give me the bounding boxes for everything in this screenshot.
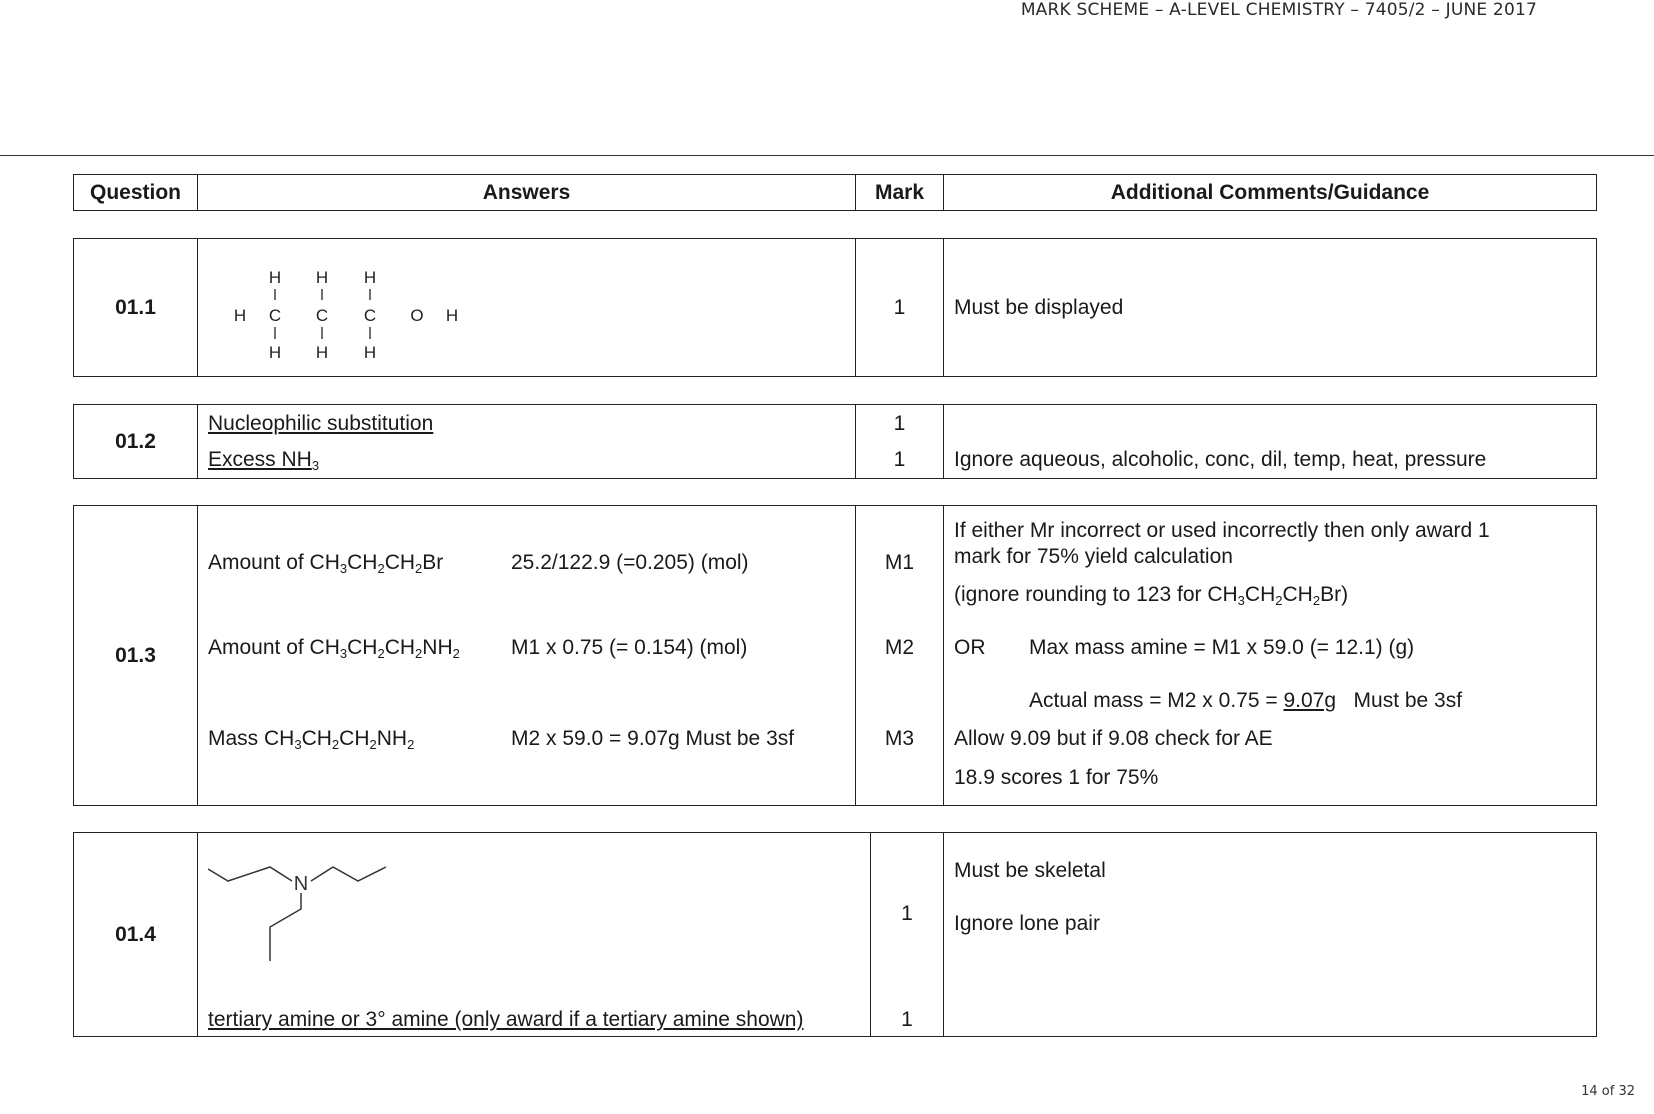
guidance-line-2: (ignore rounding to 123 for $CH_3CH_2CH_2Br$) [954, 583, 1349, 608]
question-number: 01.1 [74, 239, 198, 377]
question-number: 01.3 [74, 506, 198, 806]
guidance-cell [944, 405, 1597, 479]
atom-h: H [268, 267, 282, 287]
guidance-line-4: Actual mass = M2 x 0.75 = 9.07g Must be 3sf [1029, 689, 1463, 712]
answer-row-2: Amount of $CH_3CH_2CH_2NH_2$ M1 x 0.75 (= 0.154) (mol) [208, 636, 748, 661]
atom-o: O [410, 305, 424, 325]
answer-row-3: Mass $CH_3CH_2CH_2NH_2$ M2 x 59.0 = 9.07g Must be 3sf [208, 727, 795, 752]
question-01-4-table [73, 832, 1597, 1037]
column-header-table [73, 174, 1597, 211]
answer-line-2: Excess $NH_3$ [208, 447, 320, 473]
question-number: 01.4 [74, 833, 198, 1037]
atom-h: H [315, 267, 329, 287]
guidance-line-5: Allow 9.09 but if 9.08 check for AE [954, 727, 1273, 750]
column-answers: Answers [198, 175, 856, 211]
displayed-formula-cell [198, 239, 856, 377]
mark-value: 1 [901, 902, 913, 925]
answer-line-1: Nucleophilic substitution [208, 411, 434, 435]
question-01-2-table [73, 404, 1597, 479]
answer-line-2: tertiary amine or 3° amine (only award if a tertiary amine shown) [208, 1008, 804, 1031]
guidance-line-3: OR Max mass amine = M1 x 59.0 (= 12.1) (g) [954, 636, 1415, 659]
mark-value: 1 [893, 447, 906, 471]
guidance-line-1: If either Mr incorrect or used incorrectly then only award 1 mark for 75% yield calculation [954, 519, 1490, 568]
mark-value: 1 [856, 239, 944, 377]
guidance-line-6: 18.9 scores 1 for 75% [954, 766, 1159, 789]
atom-h: H [363, 267, 377, 287]
atom-c: C [268, 305, 282, 325]
answer-cell [198, 833, 871, 1037]
answer-cell [198, 405, 856, 479]
mark-value: M3 [884, 727, 915, 750]
column-guidance: Additional Comments/Guidance [944, 175, 1597, 211]
atom-h: H [445, 305, 459, 325]
mark-value: M1 [884, 551, 915, 574]
header-rule [0, 155, 1654, 156]
answer-row-1: Amount of $CH_3CH_2CH_2Br$ 25.2/122.9 (=0.205) (mol) [208, 551, 749, 576]
guidance-line-1: Must be skeletal [954, 859, 1106, 882]
question-number: 01.2 [74, 405, 198, 479]
page-header: MARK SCHEME – A-LEVEL CHEMISTRY – 7405/2 – JUNE 2017 [1020, 0, 1537, 20]
calculation: M2 x 59.0 = 9.07g Must be 3sf [511, 727, 795, 750]
page-number: 14 of 32 [1581, 1084, 1635, 1099]
atom-h: H [268, 342, 282, 362]
atom-n: N [293, 873, 309, 895]
mark-cell [856, 405, 944, 479]
guidance-text: Must be displayed [944, 239, 1597, 377]
mark-value: 1 [901, 1008, 913, 1031]
column-question: Question [74, 175, 198, 211]
guidance-text: Ignore aqueous, alcoholic, conc, dil, temp, heat, pressure [954, 447, 1487, 471]
atom-c: C [363, 305, 377, 325]
mark-cell [871, 833, 944, 1037]
mark-value: 1 [893, 411, 906, 435]
guidance-cell [944, 833, 1597, 1037]
atom-c: C [315, 305, 329, 325]
atom-h: H [363, 342, 377, 362]
atom-h: H [233, 305, 247, 325]
question-01-3-table [73, 505, 1597, 806]
mark-cell [856, 506, 944, 806]
question-01-1-table [73, 238, 1597, 377]
answer-cell [198, 506, 856, 806]
atom-h: H [315, 342, 329, 362]
tripropylamine-skeletal-formula [208, 861, 408, 971]
propanol-displayed-formula [220, 253, 480, 363]
mark-value: M2 [884, 636, 915, 659]
column-mark: Mark [856, 175, 944, 211]
guidance-line-2: Ignore lone pair [954, 912, 1100, 935]
calculation: M1 x 0.75 (= 0.154) (mol) [511, 636, 748, 659]
guidance-cell [944, 506, 1597, 806]
calculation: 25.2/122.9 (=0.205) (mol) [511, 551, 749, 574]
